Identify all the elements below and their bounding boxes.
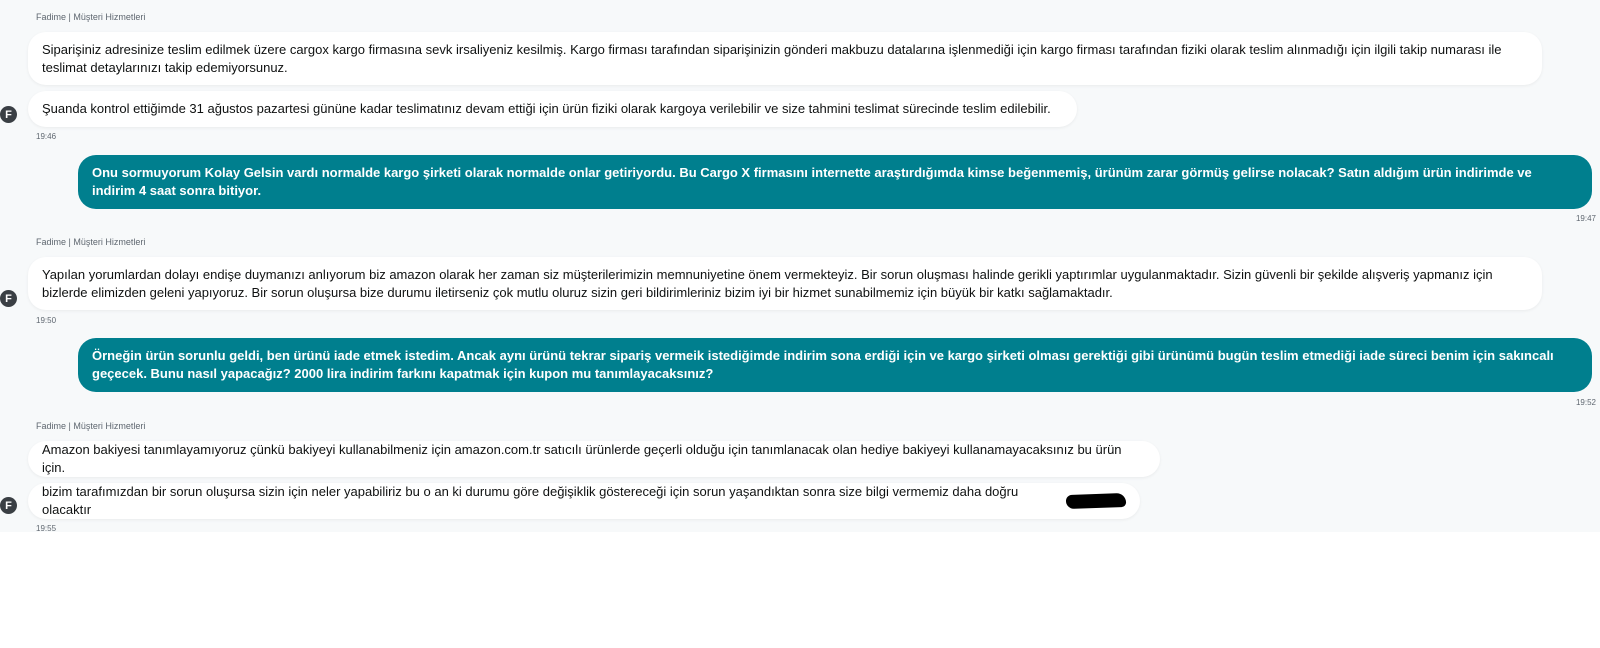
- agent-avatar: F: [0, 497, 17, 514]
- message-timestamp: 19:52: [1575, 398, 1596, 407]
- sender-label: Fadime | Müşteri Hizmetleri: [36, 12, 146, 22]
- agent-message: [28, 483, 1140, 519]
- customer-message: [78, 338, 1592, 392]
- redaction-mark: [1066, 493, 1126, 509]
- agent-message: [28, 257, 1542, 310]
- message-text: Yapılan yorumlardan dolayı endişe duymanızı anlıyorum biz amazon olarak her zaman siz müşterilerimizin memnuniyetine önem vermekteyiz. Bir sorun oluşması halinde gerikli yaptırımlar uygulanmaktadır. Sizin güvenli bir şekilde alışveriş yapmanız için bizlerde elimizden geleni yapıyoruz. Bir sorun oluşursa bize durumu iletirseniz çok mutlu oluruz sizin geri bildirimleriniz bizim iyi bir hizmet sunabilmemiz için büyük bir katkı sağlamaktadır.: [42, 266, 1493, 300]
- sender-label: Fadime | Müşteri Hizmetleri: [36, 421, 146, 431]
- agent-avatar: F: [0, 106, 17, 123]
- agent-message: [28, 32, 1542, 85]
- agent-avatar: F: [0, 290, 17, 307]
- message-text: bizim tarafımızdan bir sorun oluşursa sizin için neler yapabiliriz bu o an ki durumu göre değişiklik göstereceği için sorun yaşandıktan sonra size bilgi vermemiz daha doğru olacaktır: [42, 484, 1019, 517]
- message-timestamp: 19:47: [1575, 214, 1596, 223]
- message-text: Amazon bakiyesi tanımlayamıyoruz çünkü bakiyeyi kullanabilmeniz için amazon.com.tr satıcılı ürünlerde geçerli olduğu için tanımlanacak olan hediye bakiyeyi kullanamayacaksınız bu ürün için.: [42, 442, 1122, 475]
- agent-message: [28, 91, 1077, 127]
- message-text: Şuanda kontrol ettiğimde 31 ağustos pazartesi gününe kadar teslimatınız devam ettiği için ürün fiziki olarak kargoya verilebilir ve size tahmini teslimat sürecinde teslim edilebilir.: [42, 101, 1051, 116]
- message-timestamp: 19:55: [36, 524, 57, 532]
- message-text: Onu sormuyorum Kolay Gelsin vardı normalde kargo şirketi olarak normalde onlar getiriyordu. Bu Cargo X firmasını internette araştırdığımda kimse beğenmemiş, ürünüm zarar görmüş gelirse nolacak? Satın aldığım ürün indirimde ve indirim 4 saat sonra bitiyor.: [92, 165, 1532, 198]
- message-timestamp: 19:46: [36, 132, 57, 141]
- message-text: Siparişiniz adresinize teslim edilmek üzere cargox kargo firmasına sevk irsaliyeniz kesilmiş. Kargo firması tarafından siparişinizin gönderi makbuzu datalarına işlenmediği için kargo firması tarafından fiziki olarak teslim alınmadığı için ilgili takip numarası ile teslimat detaylarınızı takip edemiyorsunuz.: [42, 41, 1502, 75]
- message-timestamp: 19:50: [36, 316, 57, 325]
- customer-message: [78, 155, 1592, 209]
- agent-message: [28, 441, 1160, 477]
- message-text: Örneğin ürün sorunlu geldi, ben ürünü iade etmek istedim. Ancak aynı ürünü tekrar sipariş vermeik istediğimde indirim sona erdiği için ve kargo şirketi olması gerektiği gibi ürünümü bugün teslim etmediği iade süreci benim için sakıncalı geçecek. Bunu nasıl yapacağız? 2000 lira indirim farkını kapatmak için kupon mu tanımlayacaksınız?: [92, 348, 1554, 381]
- sender-label: Fadime | Müşteri Hizmetleri: [36, 237, 146, 247]
